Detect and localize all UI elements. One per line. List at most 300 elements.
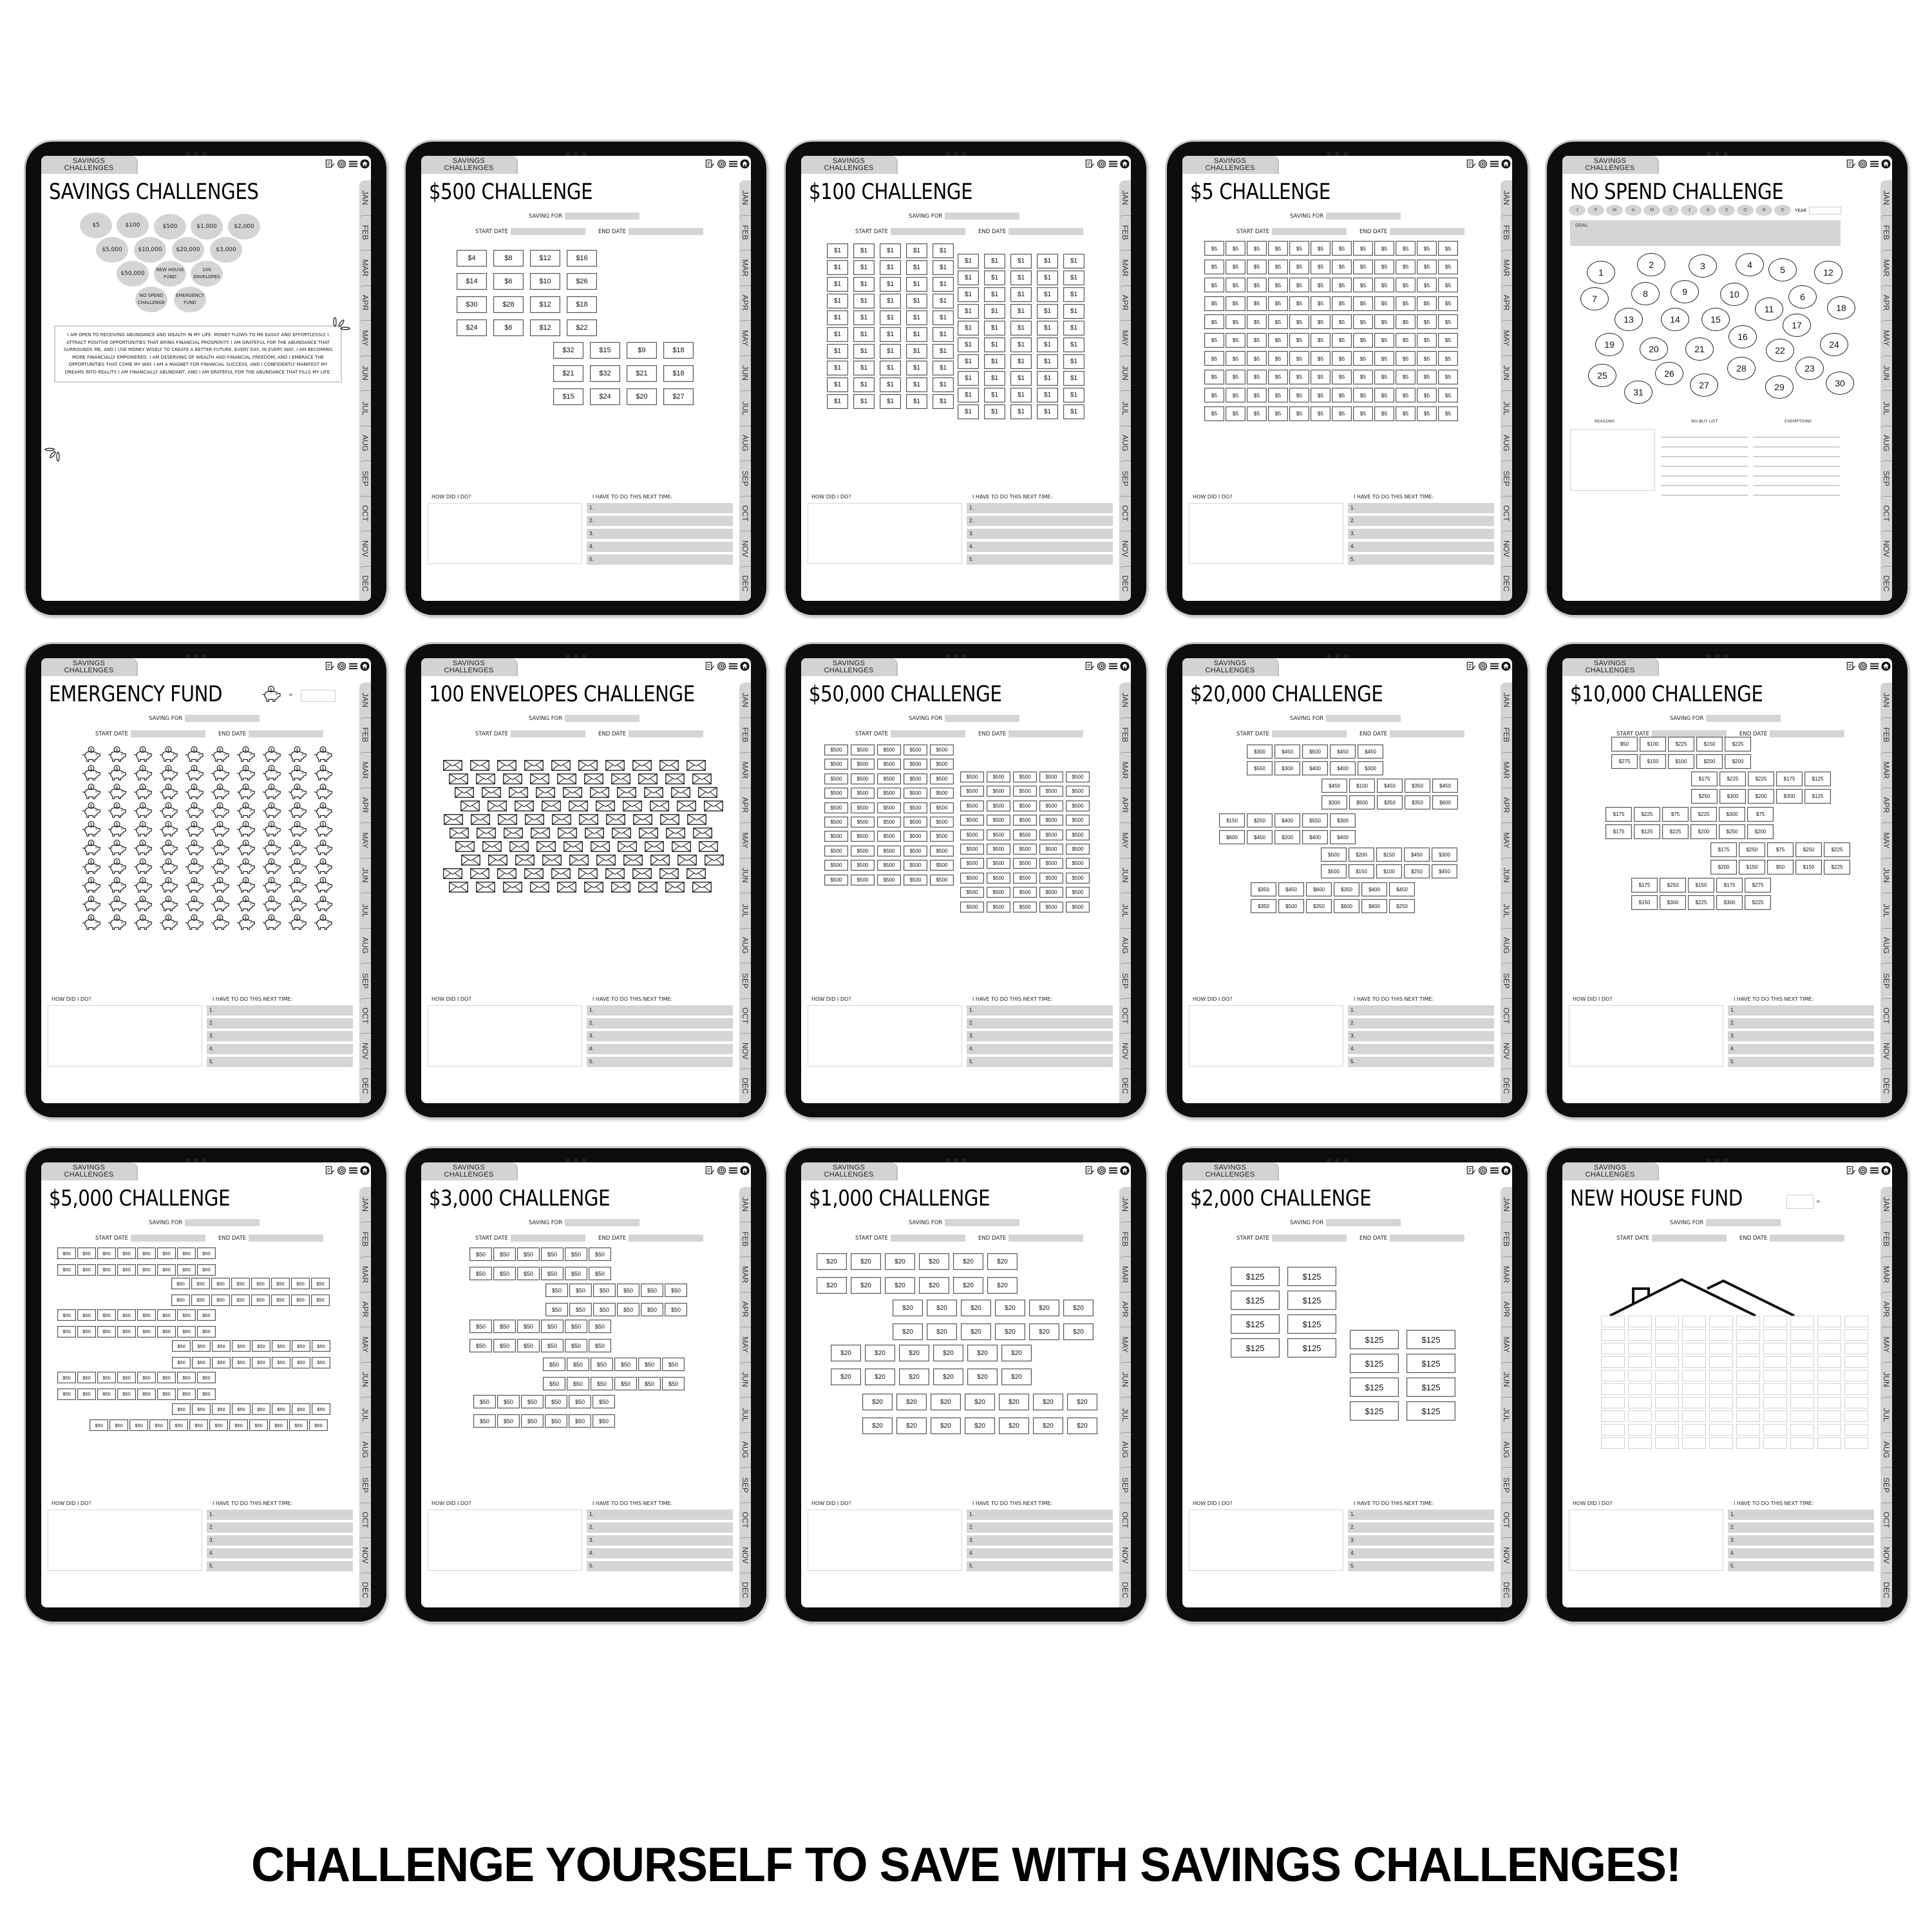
amount-checkbox[interactable]: $50 xyxy=(157,1388,176,1400)
amount-checkbox[interactable]: $500 xyxy=(960,858,984,869)
piggy-bank-icon[interactable] xyxy=(82,783,102,799)
saving-for-input[interactable] xyxy=(1326,715,1401,722)
saving-for-input[interactable] xyxy=(945,213,1019,220)
envelope-icon[interactable] xyxy=(579,814,598,825)
amount-checkbox[interactable]: $50 xyxy=(211,1294,230,1306)
amount-checkbox[interactable]: $20 xyxy=(999,1417,1029,1434)
amount-checkbox[interactable]: $50 xyxy=(517,1247,540,1261)
savings-challenges-tab[interactable] xyxy=(1182,1162,1279,1180)
next-time-input[interactable]: 3. xyxy=(1348,1031,1494,1041)
amount-checkbox[interactable]: $1 xyxy=(906,327,927,342)
envelope-icon[interactable] xyxy=(524,868,544,879)
envelope-icon[interactable] xyxy=(530,773,549,784)
amount-checkbox[interactable]: $500 xyxy=(1039,786,1063,797)
challenge-link-circle[interactable] xyxy=(80,213,112,238)
amount-checkbox[interactable]: $50 xyxy=(177,1309,196,1321)
piggy-bank-icon[interactable] xyxy=(314,876,334,893)
amount-checkbox[interactable]: $24 xyxy=(590,388,620,405)
amount-checkbox[interactable]: $5 xyxy=(1396,296,1416,311)
amount-checkbox[interactable]: $500 xyxy=(904,846,927,857)
piggy-bank-icon[interactable] xyxy=(133,820,153,837)
month-tab-aug[interactable] xyxy=(739,1432,751,1468)
amount-checkbox[interactable]: $50 xyxy=(521,1395,544,1408)
amount-checkbox[interactable]: $1 xyxy=(933,277,954,292)
amount-checkbox[interactable]: $50 xyxy=(77,1388,96,1400)
house-cell[interactable] xyxy=(1655,1410,1679,1422)
house-cell[interactable] xyxy=(1763,1424,1787,1435)
month-tab-jun[interactable] xyxy=(1501,355,1512,391)
month-tab-aug[interactable] xyxy=(1880,1432,1892,1468)
amount-checkbox[interactable]: $5 xyxy=(1438,333,1458,348)
amount-checkbox[interactable]: $50 xyxy=(231,1294,250,1306)
amount-checkbox[interactable]: $1 xyxy=(933,344,954,359)
amount-checkbox[interactable]: $200 xyxy=(1748,789,1774,804)
amount-checkbox[interactable]: $50 xyxy=(157,1264,176,1276)
house-cell[interactable] xyxy=(1628,1316,1652,1327)
amount-checkbox[interactable]: $20 xyxy=(627,388,657,405)
month-tab-may[interactable] xyxy=(359,822,371,858)
amount-checkbox[interactable]: $1 xyxy=(853,260,875,275)
month-tab-nov[interactable] xyxy=(739,1537,751,1573)
envelope-icon[interactable] xyxy=(557,773,576,784)
amount-checkbox[interactable]: $5 xyxy=(1353,278,1373,292)
end-date-input[interactable] xyxy=(629,730,703,737)
amount-checkbox[interactable]: $20 xyxy=(931,1394,961,1410)
amount-checkbox[interactable]: $50 xyxy=(543,1377,565,1390)
month-tab-jul[interactable] xyxy=(1119,1397,1131,1432)
piggy-bank-icon[interactable] xyxy=(236,746,256,762)
amount-checkbox[interactable]: $5 xyxy=(1289,406,1309,421)
amount-checkbox[interactable]: $1 xyxy=(1010,287,1032,302)
house-cell[interactable] xyxy=(1763,1397,1787,1408)
piggy-value-input[interactable] xyxy=(301,690,336,702)
envelope-icon[interactable] xyxy=(692,882,712,893)
month-tab-jan[interactable] xyxy=(739,683,751,717)
piggy-bank-icon[interactable] xyxy=(314,802,334,818)
envelope-icon[interactable] xyxy=(497,760,516,771)
amount-checkbox[interactable]: $1 xyxy=(1010,354,1032,369)
month-tab-dec[interactable] xyxy=(359,1573,371,1608)
amount-checkbox[interactable]: $5 xyxy=(1226,314,1245,329)
piggy-bank-icon[interactable] xyxy=(82,746,102,762)
house-cell[interactable] xyxy=(1763,1356,1787,1368)
amount-checkbox[interactable]: $50 xyxy=(117,1264,136,1276)
next-time-input[interactable]: 5. xyxy=(587,554,733,565)
target-icon[interactable] xyxy=(1478,1166,1488,1175)
piggy-bank-icon[interactable] xyxy=(211,783,231,799)
piggy-bank-icon[interactable] xyxy=(82,764,102,781)
month-tab-nov[interactable] xyxy=(359,1033,371,1068)
amount-checkbox[interactable]: $300 xyxy=(1719,789,1746,804)
next-time-input[interactable]: 5. xyxy=(967,1057,1113,1067)
amount-checkbox[interactable]: $50 xyxy=(109,1419,128,1431)
amount-checkbox[interactable]: $225 xyxy=(1688,895,1714,910)
amount-checkbox[interactable]: $250 xyxy=(1404,864,1430,878)
amount-checkbox[interactable]: $500 xyxy=(851,788,875,799)
amount-checkbox[interactable]: $50 xyxy=(171,1278,190,1289)
amount-checkbox[interactable]: $50 xyxy=(249,1419,268,1431)
month-tab-jul[interactable] xyxy=(1880,390,1892,426)
month-tab-oct[interactable] xyxy=(1119,496,1131,531)
amount-checkbox[interactable]: $5 xyxy=(1226,406,1245,421)
envelope-icon[interactable] xyxy=(509,787,528,798)
end-date-input[interactable] xyxy=(1390,1235,1464,1242)
amount-checkbox[interactable]: $150 xyxy=(1688,878,1714,893)
start-date-input[interactable] xyxy=(511,228,585,235)
amount-checkbox[interactable]: $500 xyxy=(904,875,927,886)
piggy-bank-icon[interactable] xyxy=(185,746,205,762)
amount-checkbox[interactable]: $225 xyxy=(1719,772,1746,786)
piggy-bank-icon[interactable] xyxy=(211,914,231,930)
amount-checkbox[interactable]: $50 xyxy=(177,1372,196,1383)
month-tab-oct[interactable] xyxy=(739,496,751,531)
day-circle[interactable]: 17 xyxy=(1783,314,1811,337)
amount-checkbox[interactable]: $5 xyxy=(1268,241,1288,256)
amount-checkbox[interactable]: $5 xyxy=(1374,388,1394,402)
amount-checkbox[interactable]: $50 xyxy=(617,1283,639,1297)
house-cell[interactable] xyxy=(1628,1437,1652,1449)
end-date-input[interactable] xyxy=(1009,730,1083,737)
amount-checkbox[interactable]: $500 xyxy=(824,860,848,871)
amount-checkbox[interactable]: $500 xyxy=(1039,873,1063,884)
month-tab-jun[interactable] xyxy=(1880,355,1892,391)
amount-checkbox[interactable]: $250 xyxy=(1389,899,1415,913)
amount-checkbox[interactable]: $5 xyxy=(1289,241,1309,256)
amount-checkbox[interactable]: $5 xyxy=(1311,388,1331,402)
month-tab-feb[interactable] xyxy=(739,717,751,753)
amount-checkbox[interactable]: $20 xyxy=(896,1417,927,1434)
piggy-bank-icon[interactable] xyxy=(159,746,179,762)
amount-checkbox[interactable]: $5 xyxy=(1289,314,1309,329)
next-time-input[interactable]: 1. xyxy=(207,1005,353,1016)
home-icon[interactable] xyxy=(1881,159,1891,169)
house-cell[interactable] xyxy=(1844,1410,1868,1422)
menu-icon[interactable] xyxy=(1490,661,1499,671)
amount-checkbox[interactable]: $50 xyxy=(292,1357,310,1368)
amount-checkbox[interactable]: $1 xyxy=(933,394,954,409)
amount-checkbox[interactable]: $50 xyxy=(117,1372,136,1383)
envelope-icon[interactable] xyxy=(542,800,561,811)
notes-edit-icon[interactable] xyxy=(325,159,335,169)
menu-icon[interactable] xyxy=(728,1166,738,1175)
amount-checkbox[interactable]: $500 xyxy=(904,860,927,871)
month-tab-sep[interactable] xyxy=(1501,460,1512,496)
amount-checkbox[interactable]: $26 xyxy=(567,273,597,290)
month-tab-feb[interactable] xyxy=(1119,1222,1131,1257)
amount-checkbox[interactable]: $1 xyxy=(853,344,875,359)
month-tab-dec[interactable] xyxy=(739,566,751,601)
house-cell[interactable] xyxy=(1763,1316,1787,1327)
piggy-bank-icon[interactable] xyxy=(236,914,256,930)
amount-checkbox[interactable]: $1 xyxy=(880,394,901,409)
amount-checkbox[interactable]: $1 xyxy=(958,304,979,319)
month-tab-mar[interactable] xyxy=(1880,1256,1892,1292)
piggy-bank-icon[interactable] xyxy=(236,876,256,893)
how-did-i-do-textarea[interactable] xyxy=(1569,1005,1723,1066)
envelope-icon[interactable] xyxy=(470,760,489,771)
amount-checkbox[interactable]: $20 xyxy=(885,1253,915,1270)
amount-checkbox[interactable]: $5 xyxy=(1247,333,1267,348)
amount-checkbox[interactable]: $20 xyxy=(1067,1417,1097,1434)
envelope-icon[interactable] xyxy=(677,800,696,811)
amount-checkbox[interactable]: $50 xyxy=(57,1388,76,1400)
month-tab-oct[interactable] xyxy=(1501,998,1512,1034)
house-cell[interactable] xyxy=(1628,1383,1652,1395)
goal-box[interactable] xyxy=(1570,220,1841,246)
amount-checkbox[interactable]: $1 xyxy=(1063,287,1084,302)
amount-checkbox[interactable]: $250 xyxy=(1691,789,1718,804)
amount-checkbox[interactable]: $30 xyxy=(457,296,487,313)
amount-checkbox[interactable]: $1 xyxy=(1037,321,1058,336)
amount-checkbox[interactable]: $500 xyxy=(877,860,901,871)
saving-for-input[interactable] xyxy=(1326,1219,1401,1226)
amount-checkbox[interactable]: $5 xyxy=(1417,351,1437,366)
target-icon[interactable] xyxy=(717,1166,726,1175)
menu-icon[interactable] xyxy=(348,1166,358,1175)
savings-challenges-tab[interactable] xyxy=(1562,156,1659,174)
list-lines[interactable] xyxy=(1661,437,1748,496)
next-time-input[interactable]: 2. xyxy=(1728,1018,1874,1028)
amount-checkbox[interactable]: $300 xyxy=(1330,813,1356,828)
amount-checkbox[interactable]: $500 xyxy=(960,786,984,797)
amount-checkbox[interactable]: $500 xyxy=(1013,858,1037,869)
amount-checkbox[interactable]: $175 xyxy=(1776,772,1803,786)
amount-checkbox[interactable]: $50 xyxy=(593,1303,616,1316)
month-tab-apr[interactable] xyxy=(1501,788,1512,823)
savings-challenges-tab[interactable] xyxy=(1182,156,1279,174)
amount-checkbox[interactable]: $450 xyxy=(1358,744,1383,759)
house-cell[interactable] xyxy=(1763,1410,1787,1422)
piggy-bank-icon[interactable] xyxy=(159,802,179,818)
amount-checkbox[interactable]: $22 xyxy=(567,319,597,336)
envelope-icon[interactable] xyxy=(443,760,462,771)
amount-checkbox[interactable]: $500 xyxy=(1013,829,1037,840)
amount-checkbox[interactable]: $5 xyxy=(1204,241,1224,256)
piggy-bank-icon[interactable] xyxy=(262,839,282,855)
month-tab-feb[interactable] xyxy=(359,717,371,753)
notes-edit-icon[interactable] xyxy=(1466,661,1476,671)
amount-checkbox[interactable]: $5 xyxy=(1289,278,1309,292)
piggy-bank-icon[interactable] xyxy=(262,746,282,762)
amount-checkbox[interactable]: $5 xyxy=(1353,370,1373,384)
house-cell[interactable] xyxy=(1790,1437,1814,1449)
amount-checkbox[interactable]: $500 xyxy=(960,772,984,782)
house-cell[interactable] xyxy=(1709,1437,1733,1449)
month-tab-dec[interactable] xyxy=(739,1068,751,1104)
amount-checkbox[interactable]: $500 xyxy=(851,860,875,871)
amount-checkbox[interactable]: $200 xyxy=(1274,830,1300,844)
amount-checkbox[interactable]: $225 xyxy=(1634,807,1660,822)
amount-checkbox[interactable]: $500 xyxy=(1013,887,1037,898)
target-icon[interactable] xyxy=(1097,661,1106,671)
amount-checkbox[interactable]: $50 xyxy=(57,1326,76,1338)
amount-checkbox[interactable]: $50 xyxy=(517,1320,540,1333)
envelope-icon[interactable] xyxy=(444,814,463,825)
envelope-icon[interactable] xyxy=(704,800,723,811)
amount-checkbox[interactable]: $50 xyxy=(589,1267,611,1280)
amount-checkbox[interactable]: $50 xyxy=(1767,860,1794,875)
amount-checkbox[interactable]: $400 xyxy=(1274,813,1300,828)
piggy-bank-icon[interactable] xyxy=(133,764,153,781)
next-time-input[interactable]: 4. xyxy=(967,542,1113,552)
amount-checkbox[interactable]: $50 xyxy=(289,1419,308,1431)
month-tab-jul[interactable] xyxy=(359,893,371,928)
house-cell[interactable] xyxy=(1655,1316,1679,1327)
amount-checkbox[interactable]: $1 xyxy=(906,294,927,308)
next-time-input[interactable]: 5. xyxy=(1348,554,1494,565)
month-tab-sep[interactable] xyxy=(1501,963,1512,998)
amount-checkbox[interactable]: $8 xyxy=(493,250,524,267)
next-time-input[interactable]: 2. xyxy=(207,1018,353,1028)
amount-checkbox[interactable]: $300 xyxy=(1274,761,1300,775)
amount-checkbox[interactable]: $20 xyxy=(896,1394,927,1410)
how-did-i-do-textarea[interactable] xyxy=(1189,1510,1343,1571)
amount-checkbox[interactable]: $200 xyxy=(1725,754,1751,769)
amount-checkbox[interactable]: $50 xyxy=(545,1395,567,1408)
amount-checkbox[interactable]: $1 xyxy=(827,377,848,392)
amount-checkbox[interactable]: $5 xyxy=(1374,370,1394,384)
savings-challenges-tab[interactable] xyxy=(801,156,898,174)
amount-checkbox[interactable]: $5 xyxy=(1311,260,1331,274)
amount-checkbox[interactable]: $150 xyxy=(1739,860,1765,875)
amount-checkbox[interactable]: $1 xyxy=(1063,354,1084,369)
amount-checkbox[interactable]: $5 xyxy=(1289,260,1309,274)
target-icon[interactable] xyxy=(337,661,346,671)
amount-checkbox[interactable]: $50 xyxy=(292,1340,310,1352)
amount-checkbox[interactable]: $50 xyxy=(137,1264,156,1276)
next-time-input[interactable]: 2. xyxy=(1348,516,1494,526)
amount-checkbox[interactable]: $500 xyxy=(1066,873,1090,884)
amount-checkbox[interactable]: $20 xyxy=(899,1368,929,1385)
month-tab-feb[interactable] xyxy=(1880,215,1892,251)
menu-icon[interactable] xyxy=(1490,1166,1499,1175)
amount-checkbox[interactable]: $275 xyxy=(1745,878,1771,893)
next-time-input[interactable]: 1. xyxy=(587,1510,733,1520)
month-tab-jun[interactable] xyxy=(359,355,371,391)
home-icon[interactable] xyxy=(1501,159,1511,169)
house-cell[interactable] xyxy=(1844,1424,1868,1435)
target-icon[interactable] xyxy=(1478,661,1488,671)
month-tab-apr[interactable] xyxy=(1880,1292,1892,1327)
amount-checkbox[interactable]: $500 xyxy=(1013,815,1037,826)
month-tab-jun[interactable] xyxy=(1880,1362,1892,1397)
envelope-icon[interactable] xyxy=(476,882,495,893)
amount-checkbox[interactable]: $50 xyxy=(497,1414,520,1428)
amount-checkbox[interactable]: $500 xyxy=(904,744,927,755)
amount-checkbox[interactable]: $5 xyxy=(1332,333,1352,348)
amount-checkbox[interactable]: $24 xyxy=(457,319,487,336)
target-icon[interactable] xyxy=(337,159,346,169)
amount-checkbox[interactable]: $50 xyxy=(312,1340,330,1352)
amount-checkbox[interactable]: $50 xyxy=(117,1247,136,1259)
house-cell[interactable] xyxy=(1628,1424,1652,1435)
month-tab-aug[interactable] xyxy=(1880,928,1892,963)
amount-checkbox[interactable]: $50 xyxy=(493,1247,516,1261)
amount-checkbox[interactable]: $50 xyxy=(129,1419,148,1431)
amount-checkbox[interactable]: $125 xyxy=(1231,1338,1280,1358)
piggy-bank-icon[interactable] xyxy=(236,820,256,837)
notes-edit-icon[interactable] xyxy=(1085,159,1095,169)
amount-checkbox[interactable]: $20 xyxy=(967,1345,998,1361)
next-time-input[interactable]: 1. xyxy=(587,503,733,513)
month-tab-aug[interactable] xyxy=(739,928,751,963)
envelope-icon[interactable] xyxy=(476,773,495,784)
amount-checkbox[interactable]: $1 xyxy=(984,304,1005,319)
envelope-icon[interactable] xyxy=(633,814,652,825)
list-lines[interactable] xyxy=(1753,437,1840,496)
month-tab-apr[interactable] xyxy=(739,788,751,823)
next-time-input[interactable]: 3. xyxy=(967,529,1113,539)
next-time-input[interactable]: 1. xyxy=(1348,1005,1494,1016)
piggy-bank-icon[interactable] xyxy=(236,783,256,799)
amount-checkbox[interactable]: $1 xyxy=(958,371,979,386)
challenge-link-circle[interactable] xyxy=(172,237,204,263)
month-tab-nov[interactable] xyxy=(739,1033,751,1068)
amount-checkbox[interactable]: $50 xyxy=(171,1294,190,1306)
amount-checkbox[interactable]: $350 xyxy=(1334,882,1359,896)
amount-checkbox[interactable]: $50 xyxy=(469,1247,492,1261)
house-cell[interactable] xyxy=(1736,1356,1760,1368)
amount-checkbox[interactable]: $5 xyxy=(1417,296,1437,311)
piggy-bank-icon[interactable] xyxy=(236,858,256,874)
saving-for-input[interactable] xyxy=(565,715,639,722)
next-time-input[interactable]: 2. xyxy=(587,1018,733,1028)
amount-checkbox[interactable]: $1 xyxy=(984,287,1005,302)
amount-checkbox[interactable]: $125 xyxy=(1406,1330,1455,1349)
piggy-bank-icon[interactable] xyxy=(262,820,282,837)
amount-checkbox[interactable]: $50 xyxy=(57,1372,76,1383)
amount-checkbox[interactable]: $50 xyxy=(545,1414,567,1428)
amount-checkbox[interactable]: $1 xyxy=(880,260,901,275)
house-cell[interactable] xyxy=(1736,1424,1760,1435)
piggy-bank-icon[interactable] xyxy=(262,783,282,799)
challenge-link-circle[interactable] xyxy=(191,261,223,287)
amount-checkbox[interactable]: $225 xyxy=(1824,860,1850,875)
amount-checkbox[interactable]: $200 xyxy=(1349,848,1374,862)
month-tab-may[interactable] xyxy=(359,320,371,355)
month-tab-apr[interactable] xyxy=(739,1292,751,1327)
next-time-input[interactable]: 1. xyxy=(1348,1510,1494,1520)
month-tab-dec[interactable] xyxy=(1119,1573,1131,1608)
start-date-input[interactable] xyxy=(511,1235,585,1242)
amount-checkbox[interactable]: $125 xyxy=(1231,1291,1280,1310)
month-tab-jul[interactable] xyxy=(739,390,751,426)
amount-checkbox[interactable]: $300 xyxy=(1247,744,1273,759)
amount-checkbox[interactable]: $50 xyxy=(117,1309,136,1321)
amount-checkbox[interactable]: $50 xyxy=(517,1267,540,1280)
amount-checkbox[interactable]: $300 xyxy=(1716,895,1743,910)
amount-checkbox[interactable]: $50 xyxy=(271,1294,290,1306)
envelope-icon[interactable] xyxy=(515,800,534,811)
month-tab-jun[interactable] xyxy=(359,1362,371,1397)
piggy-bank-icon[interactable] xyxy=(262,895,282,911)
piggy-bank-icon[interactable] xyxy=(108,783,128,799)
amount-checkbox[interactable]: $1 xyxy=(1037,404,1058,419)
amount-checkbox[interactable]: $1 xyxy=(984,337,1005,352)
next-time-input[interactable]: 1. xyxy=(967,1510,1113,1520)
envelope-icon[interactable] xyxy=(584,773,603,784)
how-did-i-do-textarea[interactable] xyxy=(808,503,962,564)
amount-checkbox[interactable]: $20 xyxy=(1067,1394,1097,1410)
amount-checkbox[interactable]: $500 xyxy=(1039,902,1063,913)
amount-checkbox[interactable]: $5 xyxy=(1311,296,1331,311)
day-circle[interactable]: 15 xyxy=(1701,308,1730,331)
day-circle[interactable]: 18 xyxy=(1827,296,1855,319)
month-tab-sep[interactable] xyxy=(359,963,371,998)
amount-checkbox[interactable]: $50 xyxy=(197,1372,216,1383)
amount-checkbox[interactable]: $500 xyxy=(877,759,901,770)
amount-checkbox[interactable]: $9 xyxy=(627,342,657,359)
